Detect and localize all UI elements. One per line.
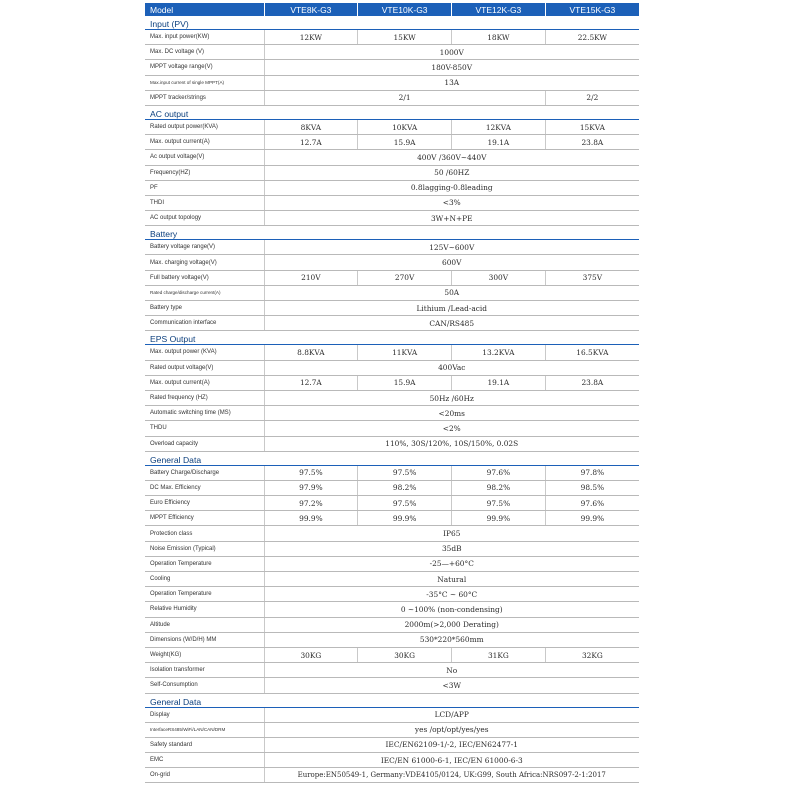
spec-label: Self-Consumption	[145, 678, 264, 693]
model-name: VTE12K-G3	[452, 3, 546, 16]
spec-value: <20ms	[264, 406, 639, 421]
spec-value: 30KG	[264, 647, 358, 662]
spec-value: 23.8A	[545, 375, 639, 390]
spec-label: Battery type	[145, 301, 264, 316]
spec-value: 19.1A	[452, 375, 546, 390]
spec-value: IP65	[264, 526, 639, 541]
section-title: General Data	[145, 693, 639, 707]
spec-label: Rated frequency (HZ)	[145, 390, 264, 405]
spec-value: 13.2KVA	[452, 345, 546, 360]
spec-value: 2000m(>2,000 Derating)	[264, 617, 639, 632]
spec-value: 97.5%	[264, 465, 358, 480]
spec-row	[145, 737, 639, 752]
spec-label: Protection class	[145, 526, 264, 541]
spec-label: Battery voltage range(V)	[145, 240, 264, 255]
spec-value: LCD/APP	[264, 707, 639, 722]
spec-value: Europe:EN50549-1, Germany:VDE4105/0124, UK:G99, South Africa:NRS097-2-1:2017	[264, 768, 639, 783]
spec-label: Operation Temperature	[145, 556, 264, 571]
spec-value: 15KVA	[545, 119, 639, 134]
spec-value: 400V /360V~440V	[264, 150, 639, 165]
spec-value: 18KW	[452, 30, 546, 45]
spec-label: MPPT tracker/strings	[145, 90, 264, 105]
spec-row	[145, 211, 639, 226]
spec-value: Natural	[264, 572, 639, 587]
spec-label: Max. output current(A)	[145, 375, 264, 390]
spec-value: 50A	[264, 285, 639, 300]
spec-value: 8.8KVA	[264, 345, 358, 360]
section-header	[145, 451, 639, 465]
spec-value: 99.9%	[545, 511, 639, 526]
spec-value: 180V-850V	[264, 60, 639, 75]
spec-value: 375V	[545, 270, 639, 285]
spec-label: Safety standard	[145, 737, 264, 752]
spec-value: 97.6%	[545, 496, 639, 511]
section-header	[145, 331, 639, 345]
spec-row	[145, 119, 639, 134]
spec-value: IEC/EN62109-1/-2, IEC/EN62477-1	[264, 737, 639, 752]
spec-value: 1000V	[264, 45, 639, 60]
model-header-row	[145, 3, 639, 16]
spec-table	[145, 3, 639, 783]
spec-row	[145, 90, 639, 105]
spec-label: Overload capacity	[145, 436, 264, 451]
section-title: Input (PV)	[145, 16, 639, 30]
spec-label: Rated output voltage(V)	[145, 360, 264, 375]
model-name: VTE8K-G3	[264, 3, 358, 16]
spec-label: DC Max. Efficiency	[145, 480, 264, 495]
spec-row	[145, 406, 639, 421]
spec-value: 0 ~100% (non-condensing)	[264, 602, 639, 617]
section-header	[145, 16, 639, 30]
spec-label: Relative Humidity	[145, 602, 264, 617]
spec-row	[145, 465, 639, 480]
spec-value: 30KG	[358, 647, 452, 662]
spec-value: 23.8A	[545, 135, 639, 150]
spec-row	[145, 496, 639, 511]
spec-value: 98.2%	[452, 480, 546, 495]
spec-value: 97.5%	[358, 496, 452, 511]
spec-row	[145, 722, 639, 737]
spec-value: 97.2%	[264, 496, 358, 511]
spec-row	[145, 421, 639, 436]
spec-row	[145, 768, 639, 783]
spec-label: Ac output voltage(V)	[145, 150, 264, 165]
spec-row	[145, 45, 639, 60]
spec-label: Rated charge/discharge current(A)	[145, 285, 264, 300]
spec-value: <3W	[264, 678, 639, 693]
spec-row	[145, 572, 639, 587]
spec-value: 530*220*560mm	[264, 632, 639, 647]
spec-row	[145, 165, 639, 180]
spec-value: 0.8lagging-0.8leading	[264, 180, 639, 195]
spec-value: 15KW	[358, 30, 452, 45]
spec-value: 98.2%	[358, 480, 452, 495]
spec-label: Weight(KG)	[145, 647, 264, 662]
spec-row	[145, 150, 639, 165]
spec-label: Dimensions (W/D/H) MM	[145, 632, 264, 647]
spec-row	[145, 602, 639, 617]
spec-value: 11KVA	[358, 345, 452, 360]
spec-label: Euro Efficiency	[145, 496, 264, 511]
spec-value: -35°C ~ 60°C	[264, 587, 639, 602]
spec-value: 110%, 30S/120%, 10S/150%, 0.02S	[264, 436, 639, 451]
spec-row	[145, 255, 639, 270]
spec-row	[145, 707, 639, 722]
spec-label: Isolation transformer	[145, 663, 264, 678]
spec-row	[145, 180, 639, 195]
spec-label: Max. output current(A)	[145, 135, 264, 150]
spec-label: On-grid	[145, 768, 264, 783]
spec-label: Max. charging voltage(V)	[145, 255, 264, 270]
spec-value: 210V	[264, 270, 358, 285]
spec-row	[145, 375, 639, 390]
spec-value: 31KG	[452, 647, 546, 662]
spec-label: Altitude	[145, 617, 264, 632]
section-header	[145, 226, 639, 240]
spec-value: 12KVA	[452, 119, 546, 134]
section-title: Battery	[145, 226, 639, 240]
model-name: VTE15K-G3	[545, 3, 639, 16]
spec-row	[145, 511, 639, 526]
spec-value: 97.9%	[264, 480, 358, 495]
section-header	[145, 693, 639, 707]
spec-row	[145, 556, 639, 571]
spec-label: Max. output power (KVA)	[145, 345, 264, 360]
spec-value: 12.7A	[264, 135, 358, 150]
spec-row	[145, 285, 639, 300]
spec-label: THDU	[145, 421, 264, 436]
spec-value: 13A	[264, 75, 639, 90]
spec-label: AC output topology	[145, 211, 264, 226]
spec-value: CAN/RS485	[264, 316, 639, 331]
spec-value: 270V	[358, 270, 452, 285]
spec-value: IEC/EN 61000-6-1, IEC/EN 61000-6-3	[264, 753, 639, 768]
spec-value: -25—+60°C	[264, 556, 639, 571]
section-title: EPS Output	[145, 331, 639, 345]
spec-value: <3%	[264, 195, 639, 210]
spec-value: yes /opt/opt/yes/yes	[264, 722, 639, 737]
spec-row	[145, 345, 639, 360]
spec-row	[145, 617, 639, 632]
spec-value: 400Vac	[264, 360, 639, 375]
spec-value: 10KVA	[358, 119, 452, 134]
spec-label: Frequency(HZ)	[145, 165, 264, 180]
spec-label: MPPT voltage range(V)	[145, 60, 264, 75]
spec-row	[145, 240, 639, 255]
spec-label: Max.input current of single MPPT(A)	[145, 75, 264, 90]
spec-label: PF	[145, 180, 264, 195]
spec-label: Automatic switching time (MS)	[145, 406, 264, 421]
spec-value: 125V~600V	[264, 240, 639, 255]
spec-label: Communication interface	[145, 316, 264, 331]
spec-value: 98.5%	[545, 480, 639, 495]
spec-value: 35dB	[264, 541, 639, 556]
spec-row	[145, 135, 639, 150]
spec-label: Operation Temperature	[145, 587, 264, 602]
spec-row	[145, 301, 639, 316]
spec-label: Full battery voltage(V)	[145, 270, 264, 285]
spec-value: Lithium /Lead-acid	[264, 301, 639, 316]
spec-row	[145, 587, 639, 602]
spec-row	[145, 753, 639, 768]
spec-value: 32KG	[545, 647, 639, 662]
spec-row	[145, 541, 639, 556]
spec-value: 15.9A	[358, 135, 452, 150]
spec-label: Max. DC voltage (V)	[145, 45, 264, 60]
spec-value: 99.9%	[264, 511, 358, 526]
model-name: VTE10K-G3	[358, 3, 452, 16]
spec-value: 97.5%	[358, 465, 452, 480]
spec-value: 12.7A	[264, 375, 358, 390]
spec-row	[145, 270, 639, 285]
spec-row	[145, 390, 639, 405]
spec-value: 22.5KW	[545, 30, 639, 45]
spec-value: 2/1	[264, 90, 545, 105]
spec-table-body	[145, 3, 639, 783]
spec-value: 50Hz /60Hz	[264, 390, 639, 405]
spec-sheet	[145, 3, 639, 783]
spec-value: 97.6%	[452, 465, 546, 480]
spec-row	[145, 195, 639, 210]
spec-row	[145, 480, 639, 495]
spec-label: InterfaceRS485/WiFi/LAN/CAN/DRM	[145, 722, 264, 737]
spec-value: 16.5KVA	[545, 345, 639, 360]
spec-row	[145, 526, 639, 541]
spec-row	[145, 60, 639, 75]
spec-value: 97.8%	[545, 465, 639, 480]
spec-label: EMC	[145, 753, 264, 768]
spec-value: 2/2	[545, 90, 639, 105]
model-header-label: Model	[145, 3, 264, 16]
spec-row	[145, 632, 639, 647]
spec-row	[145, 75, 639, 90]
spec-value: 3W+N+PE	[264, 211, 639, 226]
spec-value: 50 /60HZ	[264, 165, 639, 180]
section-title: AC output	[145, 105, 639, 119]
spec-value: 12KW	[264, 30, 358, 45]
spec-value: <2%	[264, 421, 639, 436]
spec-row	[145, 360, 639, 375]
spec-row	[145, 316, 639, 331]
spec-value: 8KVA	[264, 119, 358, 134]
section-title: General Data	[145, 451, 639, 465]
spec-label: THDI	[145, 195, 264, 210]
spec-row	[145, 30, 639, 45]
spec-label: Noise Emission (Typical)	[145, 541, 264, 556]
spec-value: 600V	[264, 255, 639, 270]
section-header	[145, 105, 639, 119]
spec-row	[145, 436, 639, 451]
spec-value: 99.9%	[452, 511, 546, 526]
spec-value: 99.9%	[358, 511, 452, 526]
spec-value: 300V	[452, 270, 546, 285]
spec-value: 97.5%	[452, 496, 546, 511]
spec-value: 19.1A	[452, 135, 546, 150]
spec-label: MPPT Efficiency	[145, 511, 264, 526]
spec-row	[145, 647, 639, 662]
spec-label: Display	[145, 707, 264, 722]
spec-row	[145, 663, 639, 678]
spec-value: No	[264, 663, 639, 678]
spec-label: Rated output power(KVA)	[145, 119, 264, 134]
spec-label: Battery Charge/Discharge	[145, 465, 264, 480]
spec-value: 15.9A	[358, 375, 452, 390]
spec-label: Max. input power(KW)	[145, 30, 264, 45]
spec-row	[145, 678, 639, 693]
spec-label: Cooling	[145, 572, 264, 587]
